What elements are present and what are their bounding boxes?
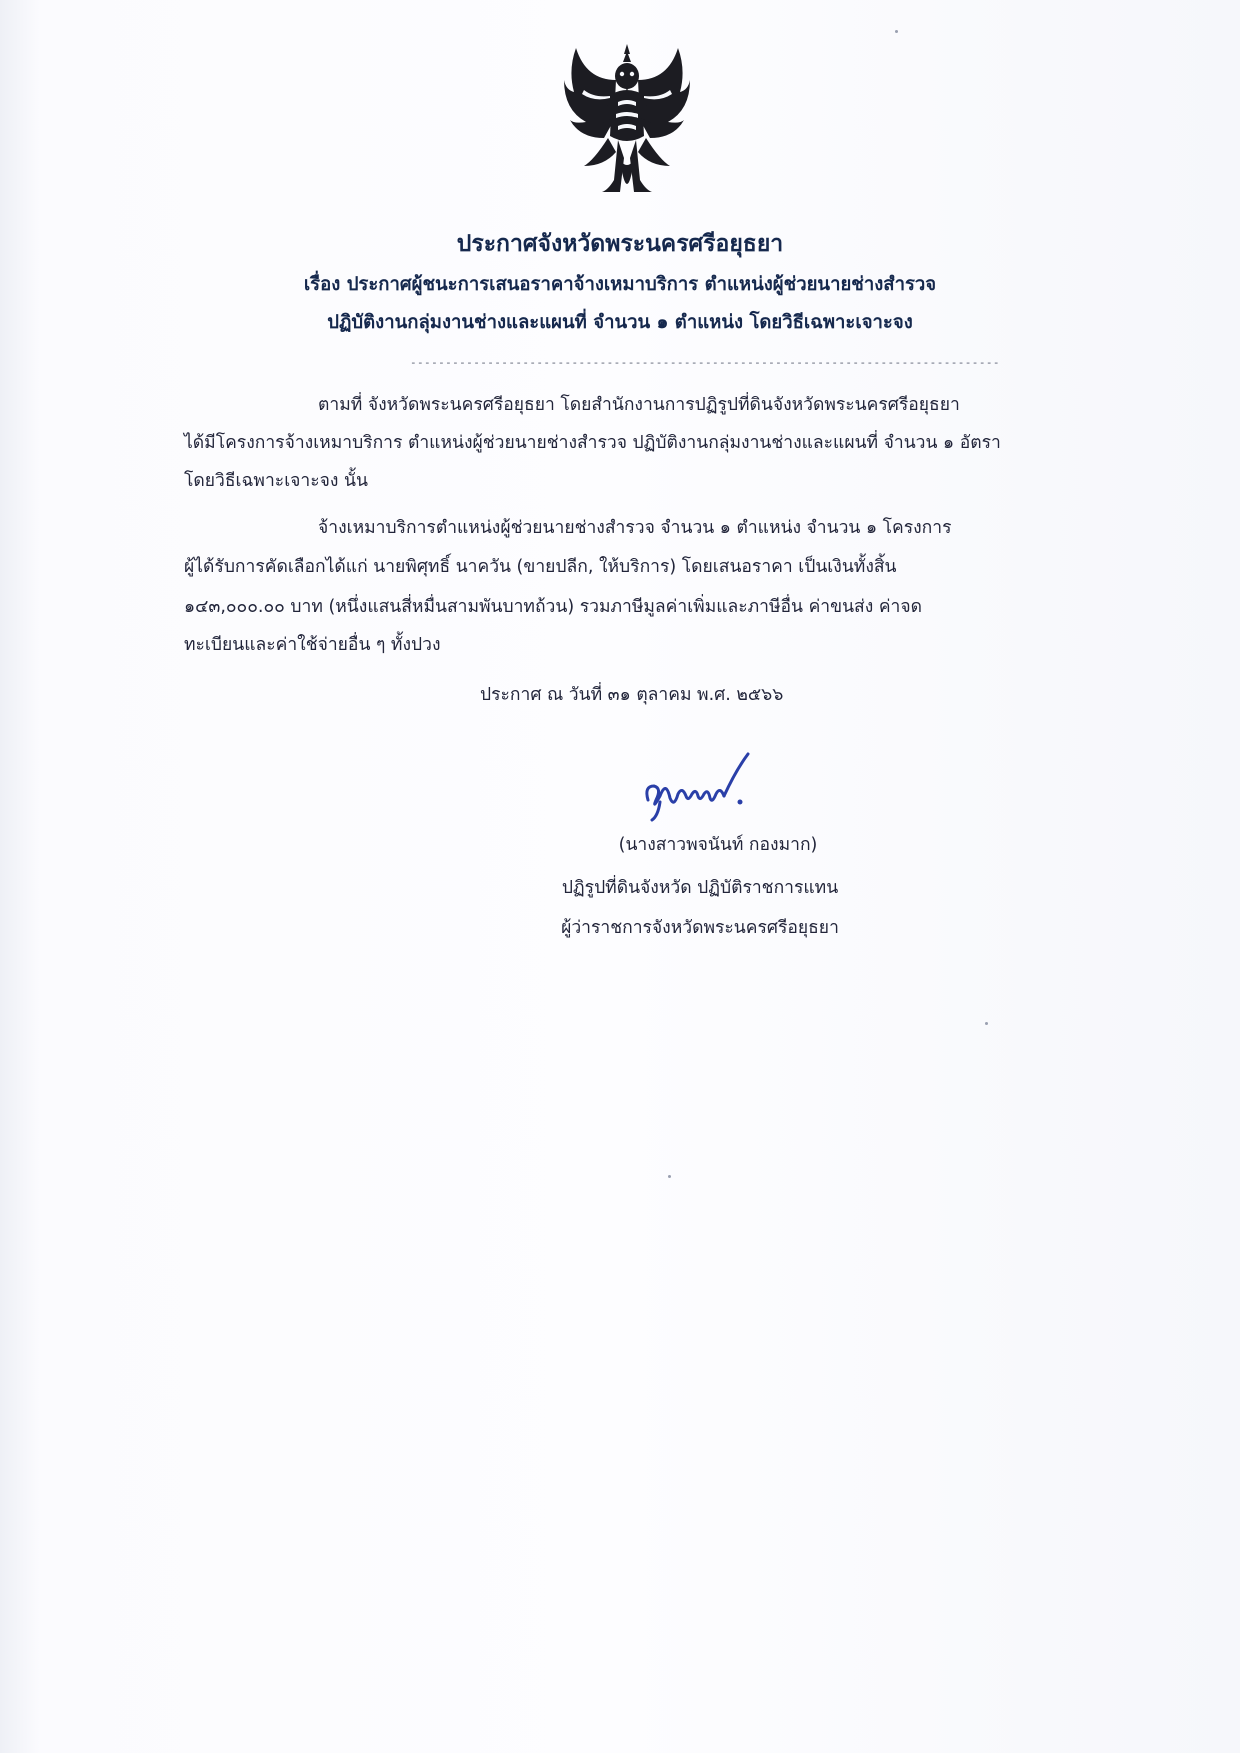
paragraph2-line2: ผู้ได้รับการคัดเลือกได้แก่ นายพิศุทธิ์ นาควัน (ขายปลีก, ให้บริการ) โดยเสนอราคา เป็นเงินทั้งสิ้น [184, 557, 897, 577]
handwritten-signature [640, 750, 770, 822]
signer-name: (นางสาวพจนันท์ กองมาก) [618, 835, 818, 855]
signer-position-1: ปฏิรูปที่ดินจังหวัด ปฏิบัติราชการแทน [561, 878, 839, 898]
paragraph2-line3: ๑๔๓,๐๐๐.๐๐ บาท (หนึ่งแสนสี่หมื่นสามพันบาทถ้วน) รวมภาษีมูลค่าเพิ่มและภาษีอื่น ค่าขนส่ง ค่าจด [184, 597, 922, 617]
paragraph2-line4: ทะเบียนและค่าใช้จ่ายอื่น ๆ ทั้งปวง [184, 635, 441, 655]
subject-line-1: เรื่อง ประกาศผู้ชนะการเสนอราคาจ้างเหมาบริการ ตำแหน่งผู้ช่วยนายช่างสำรวจ [303, 274, 937, 295]
paper-speck [668, 1175, 671, 1178]
paragraph1-line3: โดยวิธีเฉพาะเจาะจง นั้น [184, 471, 368, 491]
announce-date: ประกาศ ณ วันที่ ๓๑ ตุลาคม พ.ศ. ๒๕๖๖ [480, 685, 784, 705]
divider: ------------------------------------------------------------------------------------ [410, 356, 1000, 369]
paper-speck [985, 1022, 988, 1025]
paragraph1-line2: ได้มีโครงการจ้างเหมาบริการ ตำแหน่งผู้ช่วยนายช่างสำรวจ ปฏิบัติงานกลุ่มงานช่างและแผนที่ จำนวน ๑ อัตรา [184, 433, 1001, 453]
paper-speck [895, 30, 898, 33]
paragraph1-line1: ตามที่ จังหวัดพระนครศรีอยุธยา โดยสำนักงานการปฏิรูปที่ดินจังหวัดพระนครศรีอยุธยา [318, 395, 960, 415]
signer-position-2: ผู้ว่าราชการจังหวัดพระนครศรีอยุธยา [561, 918, 839, 938]
subject-line-2: ปฏิบัติงานกลุ่มงานช่างและแผนที่ จำนวน ๑ ตำแหน่ง โดยวิธีเฉพาะเจาะจง [327, 312, 913, 333]
document-title: ประกาศจังหวัดพระนครศรีอยุธยา [456, 231, 784, 257]
garuda-emblem-icon [564, 40, 690, 208]
paragraph2-line1: จ้างเหมาบริการตำแหน่งผู้ช่วยนายช่างสำรวจ จำนวน ๑ ตำแหน่ง จำนวน ๑ โครงการ [318, 518, 952, 538]
